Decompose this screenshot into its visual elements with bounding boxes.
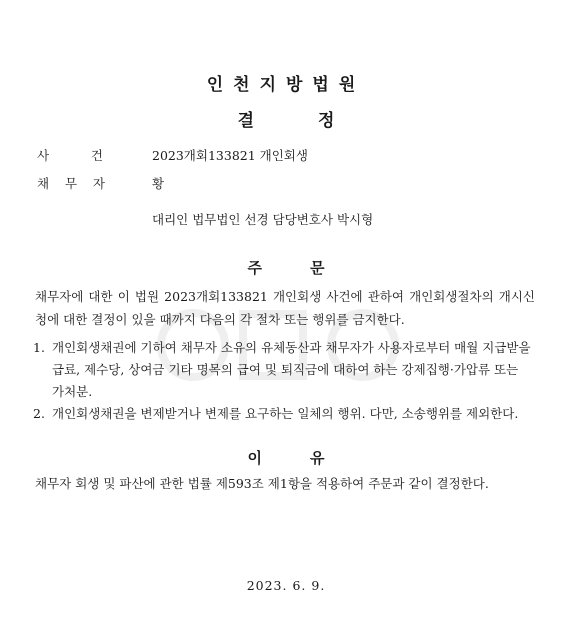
- decision-date: 2023. 6. 9.: [246, 578, 326, 593]
- order-item: 1. 개인회생채권에 기하여 채무자 소유의 유체동산과 채무자가 사용자로부터 매월 지급받을 급료, 제수당, 상여금 기타 명목의 급여 및 퇴직금에 대하여 하는 강제집행·가압류 또는 가처분.: [33, 340, 531, 399]
- reason-paragraph: 채무자 회생 및 파산에 관한 법률 제593조 제1항을 적용하여 주문과 같이 결정한다.: [35, 476, 489, 491]
- case-number: 2023개회133821 개인회생: [152, 148, 308, 163]
- document-type: 결정: [237, 111, 399, 131]
- court-name: 인천지방법원: [206, 75, 366, 95]
- case-label: 사 건: [37, 148, 103, 163]
- reason-title: 이유: [247, 449, 373, 467]
- debtor-name: 황: [152, 176, 165, 191]
- order-title: 주문: [247, 259, 373, 277]
- order-item: 2. 개인회생채권을 변제받거나 변제를 요구하는 일체의 행위. 다만, 소송행위를 제외한다.: [33, 406, 519, 421]
- order-paragraph: 채무자에 대한 이 법원 2023개회133821 개인회생 사건에 관하여 개인회생절차의 개시신청에 대한 결정이 있을 때까지 다음의 각 절차 또는 행위를 금지한다.: [35, 289, 535, 327]
- debtor-label: 채 무 자: [37, 176, 105, 191]
- order-items: [33, 337, 533, 425]
- agent-info: 대리인 법무법인 선경 담당변호사 박시형: [152, 212, 374, 227]
